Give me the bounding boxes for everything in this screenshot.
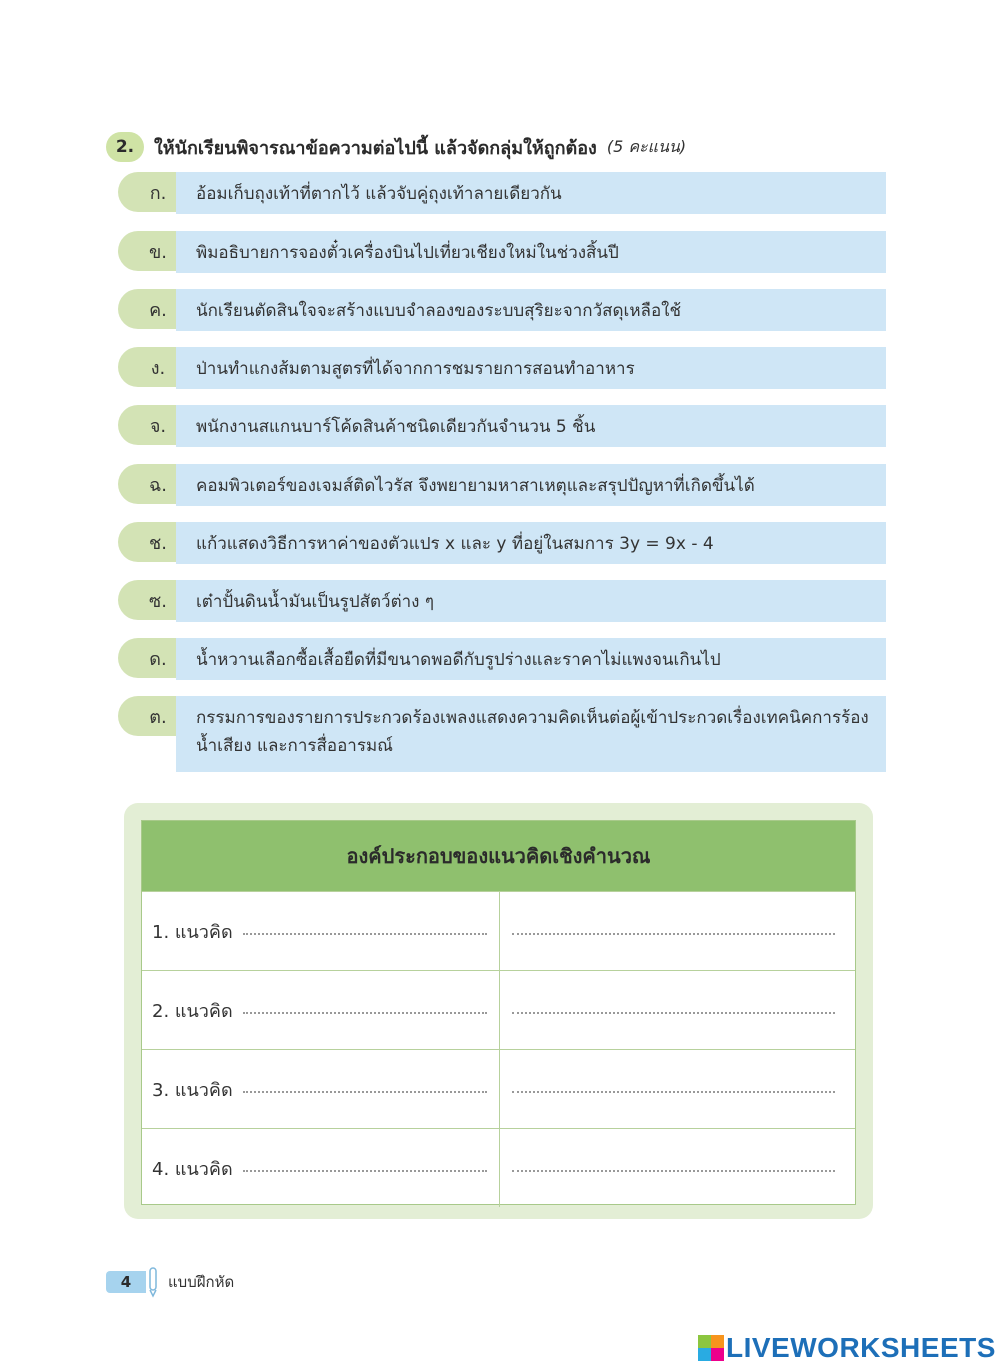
item-text: อ้อมเก็บถุงเท้าที่ตากไว้ แล้วจับคู่ถุงเท้าลายเดียวกัน xyxy=(176,172,886,214)
concept-cell xyxy=(142,971,500,1049)
answer-cell xyxy=(500,1129,855,1207)
list-item xyxy=(118,231,886,273)
item-text: กรรมการของรายการประกวดร้องเพลงแสดงความคิดเห็นต่อผู้เข้าประกวดเรื่องเทคนิคการร้อง น้ำเสียง และการสื่ออารมณ์ xyxy=(176,696,886,772)
answer-cell xyxy=(500,892,855,970)
concept-name-blank[interactable] xyxy=(243,933,487,935)
answer-cell xyxy=(500,971,855,1049)
list-item xyxy=(118,347,886,389)
concept-cell xyxy=(142,1129,500,1207)
item-letter: ซ. xyxy=(118,580,198,620)
row-label: 4. แนวคิด xyxy=(152,1158,233,1180)
answer-blank[interactable] xyxy=(512,1091,835,1093)
table-row xyxy=(142,1128,855,1207)
item-letter: จ. xyxy=(118,405,198,445)
concept-cell xyxy=(142,892,500,970)
table-title: องค์ประกอบของแนวคิดเชิงคำนวณ xyxy=(142,821,855,891)
answer-blank[interactable] xyxy=(512,933,835,935)
answer-blank[interactable] xyxy=(512,1170,835,1172)
concepts-table-panel xyxy=(124,803,873,1219)
item-letter: ฉ. xyxy=(118,464,198,504)
item-text: น้ำหวานเลือกซื้อเสื้อยืดที่มีขนาดพอดีกับรูปร่างและราคาไม่แพงจนเกินไป xyxy=(176,638,886,680)
item-letter: ค. xyxy=(118,289,198,329)
list-item xyxy=(118,638,886,680)
question-points: (5 คะแนน) xyxy=(606,136,687,156)
table-row xyxy=(142,1049,855,1128)
item-letter: ข. xyxy=(118,231,198,271)
brand-logo xyxy=(698,1332,996,1364)
item-text: ป่านทำแกงส้มตามสูตรที่ได้จากการชมรายการสอนทำอาหาร xyxy=(176,347,886,389)
question-number-badge: 2. xyxy=(106,132,144,162)
table-row xyxy=(142,891,855,970)
item-text: พนักงานสแกนบาร์โค้ดสินค้าชนิดเดียวกันจำนวน 5 ชิ้น xyxy=(176,405,886,447)
item-letter: ง. xyxy=(118,347,198,387)
concept-name-blank[interactable] xyxy=(243,1012,487,1014)
item-letter: ต. xyxy=(118,696,198,736)
item-text: แก้วแสดงวิธีการหาค่าของตัวแปร x และ y ที่อยู่ในสมการ 3y = 9x - 4 xyxy=(176,522,886,564)
page-footer xyxy=(106,1266,234,1298)
question-header xyxy=(106,130,686,164)
list-item xyxy=(118,464,886,506)
item-text: พิมอธิบายการจองตั๋วเครื่องบินไปเที่ยวเชียงใหม่ในช่วงสิ้นปี xyxy=(176,231,886,273)
item-letter: ก. xyxy=(118,172,198,212)
answer-blank[interactable] xyxy=(512,1012,835,1014)
item-text: นักเรียนตัดสินใจจะสร้างแบบจำลองของระบบสุริยะจากวัสดุเหลือใช้ xyxy=(176,289,886,331)
item-letter: ด. xyxy=(118,638,198,678)
concept-cell xyxy=(142,1050,500,1128)
pen-icon xyxy=(146,1266,160,1298)
list-item xyxy=(118,172,886,214)
row-label: 1. แนวคิด xyxy=(152,921,233,943)
item-text: คอมพิวเตอร์ของเจมส์ติดไวรัส จึงพยายามหาสาเหตุและสรุปปัญหาที่เกิดขึ้นได้ xyxy=(176,464,886,506)
answer-cell xyxy=(500,1050,855,1128)
brand-name: LIVEWORKSHEETS xyxy=(726,1332,996,1363)
brand-mark-icon xyxy=(698,1335,724,1361)
list-item xyxy=(118,289,886,331)
item-text: เต๋าปั้นดินน้ำมันเป็นรูปสัตว์ต่าง ๆ xyxy=(176,580,886,622)
page-number: 4 xyxy=(106,1271,146,1293)
concept-name-blank[interactable] xyxy=(243,1170,487,1172)
table-row xyxy=(142,970,855,1049)
item-letter: ช. xyxy=(118,522,198,562)
list-item xyxy=(118,405,886,447)
list-item xyxy=(118,522,886,564)
list-item xyxy=(118,696,886,772)
workbook-label: แบบฝึกหัด xyxy=(168,1273,235,1291)
row-label: 2. แนวคิด xyxy=(152,1000,233,1022)
row-label: 3. แนวคิด xyxy=(152,1079,233,1101)
list-item xyxy=(118,580,886,622)
concepts-table xyxy=(141,820,856,1205)
concept-name-blank[interactable] xyxy=(243,1091,487,1093)
question-text: ให้นักเรียนพิจารณาข้อความต่อไปนี้ แล้วจัดกลุ่มให้ถูกต้อง xyxy=(154,137,597,159)
